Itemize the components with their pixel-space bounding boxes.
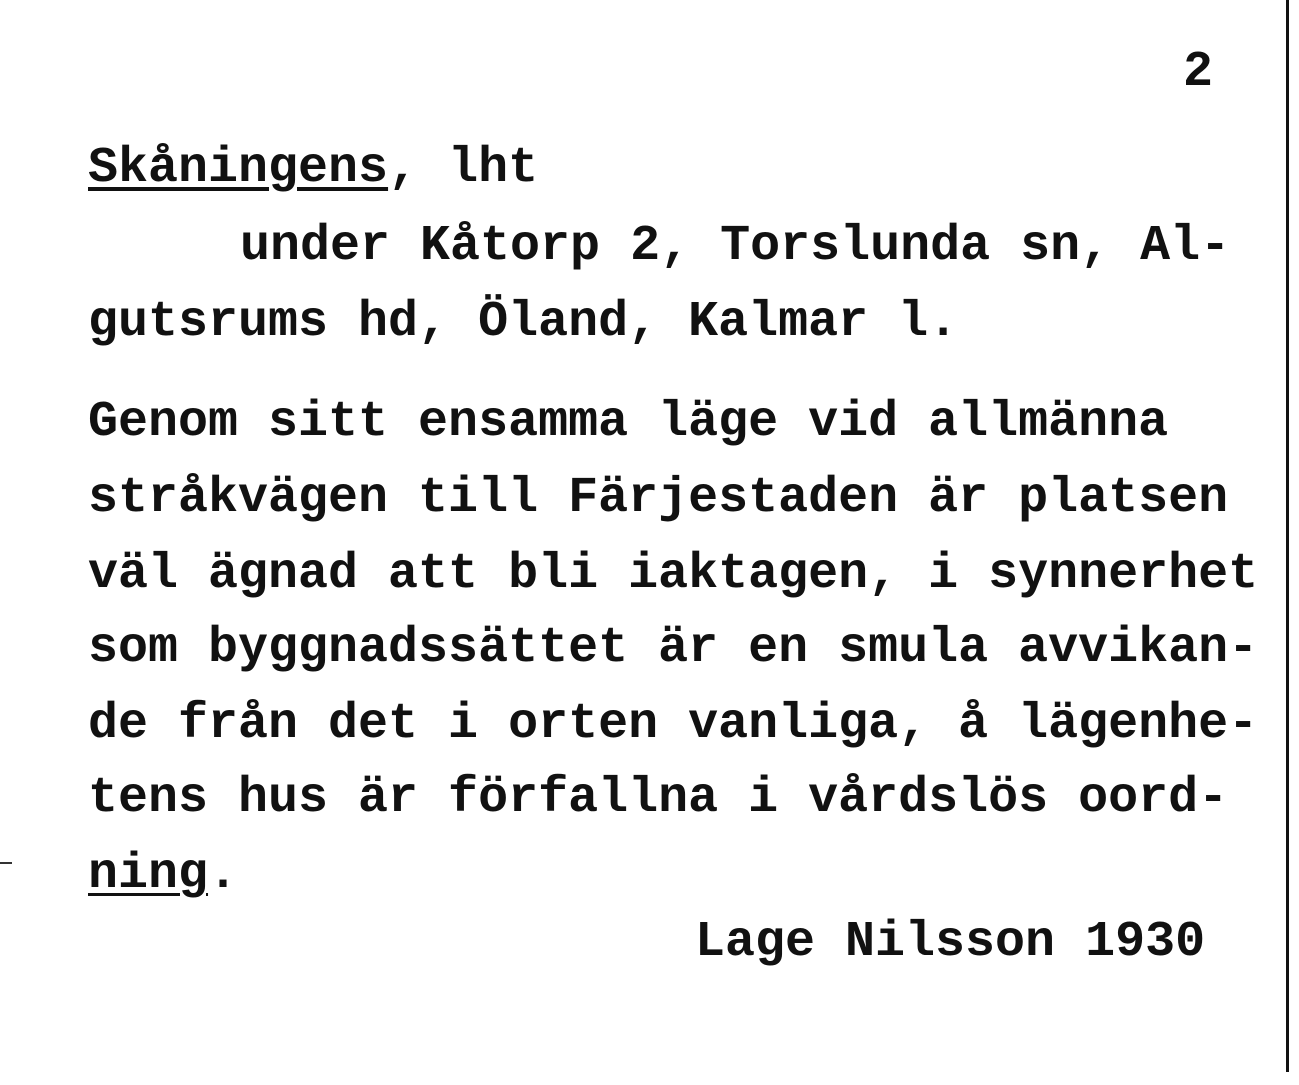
scan-mark xyxy=(0,862,12,864)
body-line-5: de från det i orten vanliga, å lägenhe- xyxy=(88,696,1259,753)
body-line-3: väl ägnad att bli iaktagen, i synnerhet xyxy=(88,546,1259,603)
body-line-7 xyxy=(88,846,239,903)
body-last-period: . xyxy=(208,846,239,903)
location-line-2: gutsrums hd, Öland, Kalmar l. xyxy=(88,294,959,351)
body-line-1: Genom sitt ensamma läge vid allmänna xyxy=(88,394,1169,451)
place-name: Skåningens xyxy=(88,140,389,197)
place-type: , lht xyxy=(388,140,539,197)
page-number: 2 xyxy=(1183,44,1214,101)
body-line-4: som byggnadssättet är en smula avvikan- xyxy=(88,620,1259,677)
body-line-6: tens hus är förfallna i vårdslös oord- xyxy=(88,770,1229,827)
body-line-2: stråkvägen till Färjestaden är platsen xyxy=(88,470,1229,527)
location-line-1: under Kåtorp 2, Torslunda sn, Al- xyxy=(240,218,1231,275)
signature: Lage Nilsson 1930 xyxy=(695,914,1206,971)
body-last-word: ning xyxy=(88,846,209,903)
card-edge-line xyxy=(1286,0,1289,1072)
place-heading xyxy=(88,140,539,197)
